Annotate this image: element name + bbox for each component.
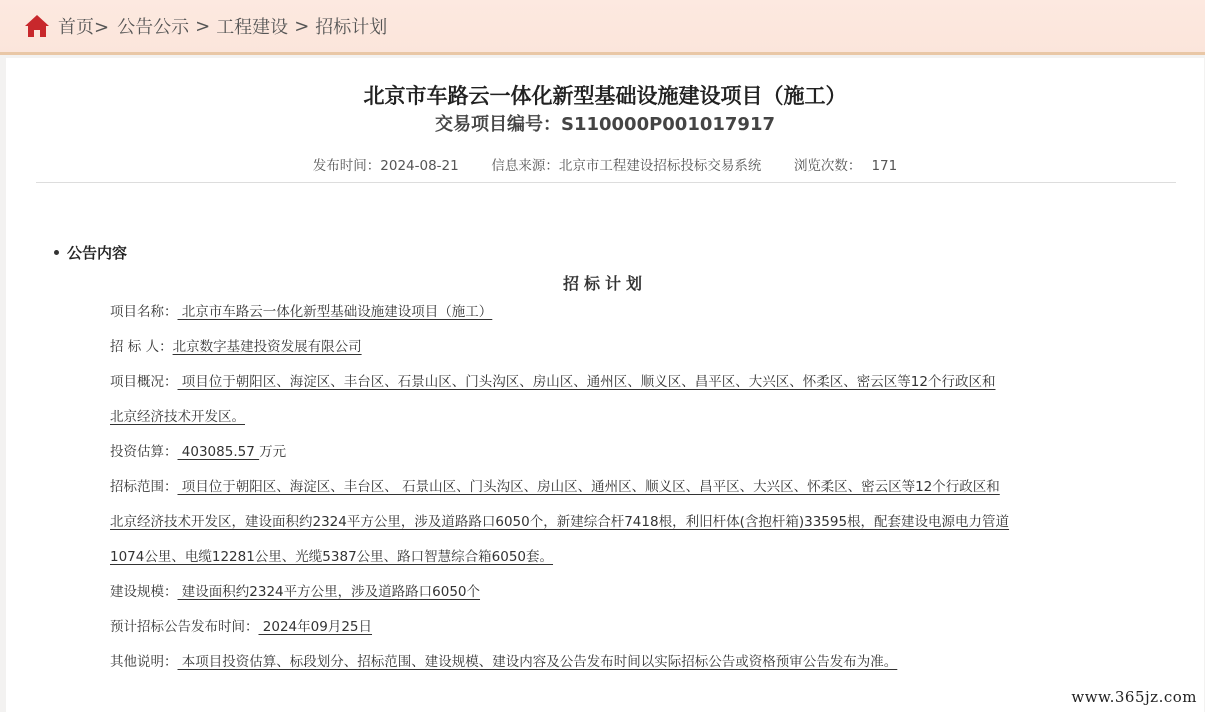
field-value: 北京经济技术开发区。 <box>110 409 245 425</box>
field-label: 其他说明： <box>110 654 178 670</box>
field-label: 投资估算： <box>110 444 178 460</box>
breadcrumb-home[interactable]: 首页> <box>58 17 110 38</box>
field-schedule <box>110 617 1110 637</box>
section-heading <box>54 242 127 263</box>
field-label: 预计招标公告发布时间： <box>110 619 259 635</box>
field-overview <box>110 372 1110 392</box>
field-value: 本项目投资估算、标段划分、招标范围、建设规模、建设内容及公告发布时间以实际招标公告或资格预审公告发布为准。 <box>177 654 898 670</box>
breadcrumb-construction[interactable]: 工程建设 <box>216 17 289 38</box>
field-value: 建设面积约2324平方公里，涉及道路路口6050个 <box>177 584 481 600</box>
project-code: 交易项目编号：S110000P001017917 <box>434 114 776 135</box>
page-title: 北京市车路云一体化新型基础设施建设项目（施工） <box>363 84 847 108</box>
field-value: 1074公里、电缆12281公里、光缆5387公里、路口智慧综合箱6050套。 <box>110 549 554 565</box>
field-scope-cont <box>110 547 1110 567</box>
field-label: 建设规模： <box>110 584 178 600</box>
breadcrumb-separator: > <box>195 15 211 37</box>
section-heading-text: 公告内容 <box>67 244 128 262</box>
field-value: 项目位于朝阳区、海淀区、丰台区、 石景山区、门头沟区、房山区、通州区、顺义区、昌平区、大兴区、怀柔区、密云区等12个行政区和 <box>177 479 1000 495</box>
publish-label: 发布时间： <box>312 158 381 174</box>
field-investment <box>110 442 1110 462</box>
breadcrumb <box>24 12 387 40</box>
field-value: 北京经济技术开发区，建设面积约2324平方公里，涉及道路路口6050个，新建综合杆7418根，利旧杆体(含抱杆箱)33595根，配套建设电源电力管道 <box>110 514 1010 530</box>
home-icon[interactable] <box>24 13 50 39</box>
document-title: 招标计划 <box>562 274 647 293</box>
field-label: 招 标 人： <box>110 339 173 355</box>
breadcrumb-separator: > <box>294 15 310 37</box>
publish-date: 2024-08-21 <box>380 158 459 174</box>
source-label: 信息来源： <box>491 158 559 174</box>
field-label: 项目概况： <box>110 374 178 390</box>
field-tenderer <box>110 337 1110 357</box>
field-value: 403085.57 <box>177 444 260 460</box>
source-value: 北京市工程建设招标投标交易系统 <box>558 158 762 174</box>
field-label: 项目名称： <box>110 304 178 320</box>
bullet-icon <box>54 250 59 255</box>
views-label: 浏览次数： <box>793 158 862 174</box>
breadcrumb-bid-plan[interactable]: 招标计划 <box>315 17 388 38</box>
breadcrumb-announcements[interactable]: 公告公示 <box>117 17 190 38</box>
field-scope <box>110 477 1110 497</box>
field-value: 北京市车路云一体化新型基础设施建设项目（施工） <box>177 304 493 320</box>
top-bar <box>0 0 1205 55</box>
field-scale <box>110 582 1110 602</box>
views-count: 171 <box>871 158 898 174</box>
field-unit: 万元 <box>259 444 287 460</box>
meta-info <box>6 154 1204 174</box>
divider <box>36 182 1176 183</box>
field-other <box>110 652 1110 672</box>
field-overview-cont <box>110 407 1110 427</box>
field-label: 招标范围： <box>110 479 178 495</box>
field-value: 北京数字基建投资发展有限公司 <box>172 339 362 355</box>
field-scope-cont <box>110 512 1110 532</box>
field-project-name <box>110 302 1110 322</box>
field-value: 2024年09月25日 <box>258 619 373 635</box>
content-panel <box>6 58 1204 712</box>
watermark: www.365jz.com <box>1071 688 1197 706</box>
field-value: 项目位于朝阳区、海淀区、丰台区、石景山区、门头沟区、房山区、通州区、顺义区、昌平区、大兴区、怀柔区、密云区等12个行政区和 <box>177 374 996 390</box>
